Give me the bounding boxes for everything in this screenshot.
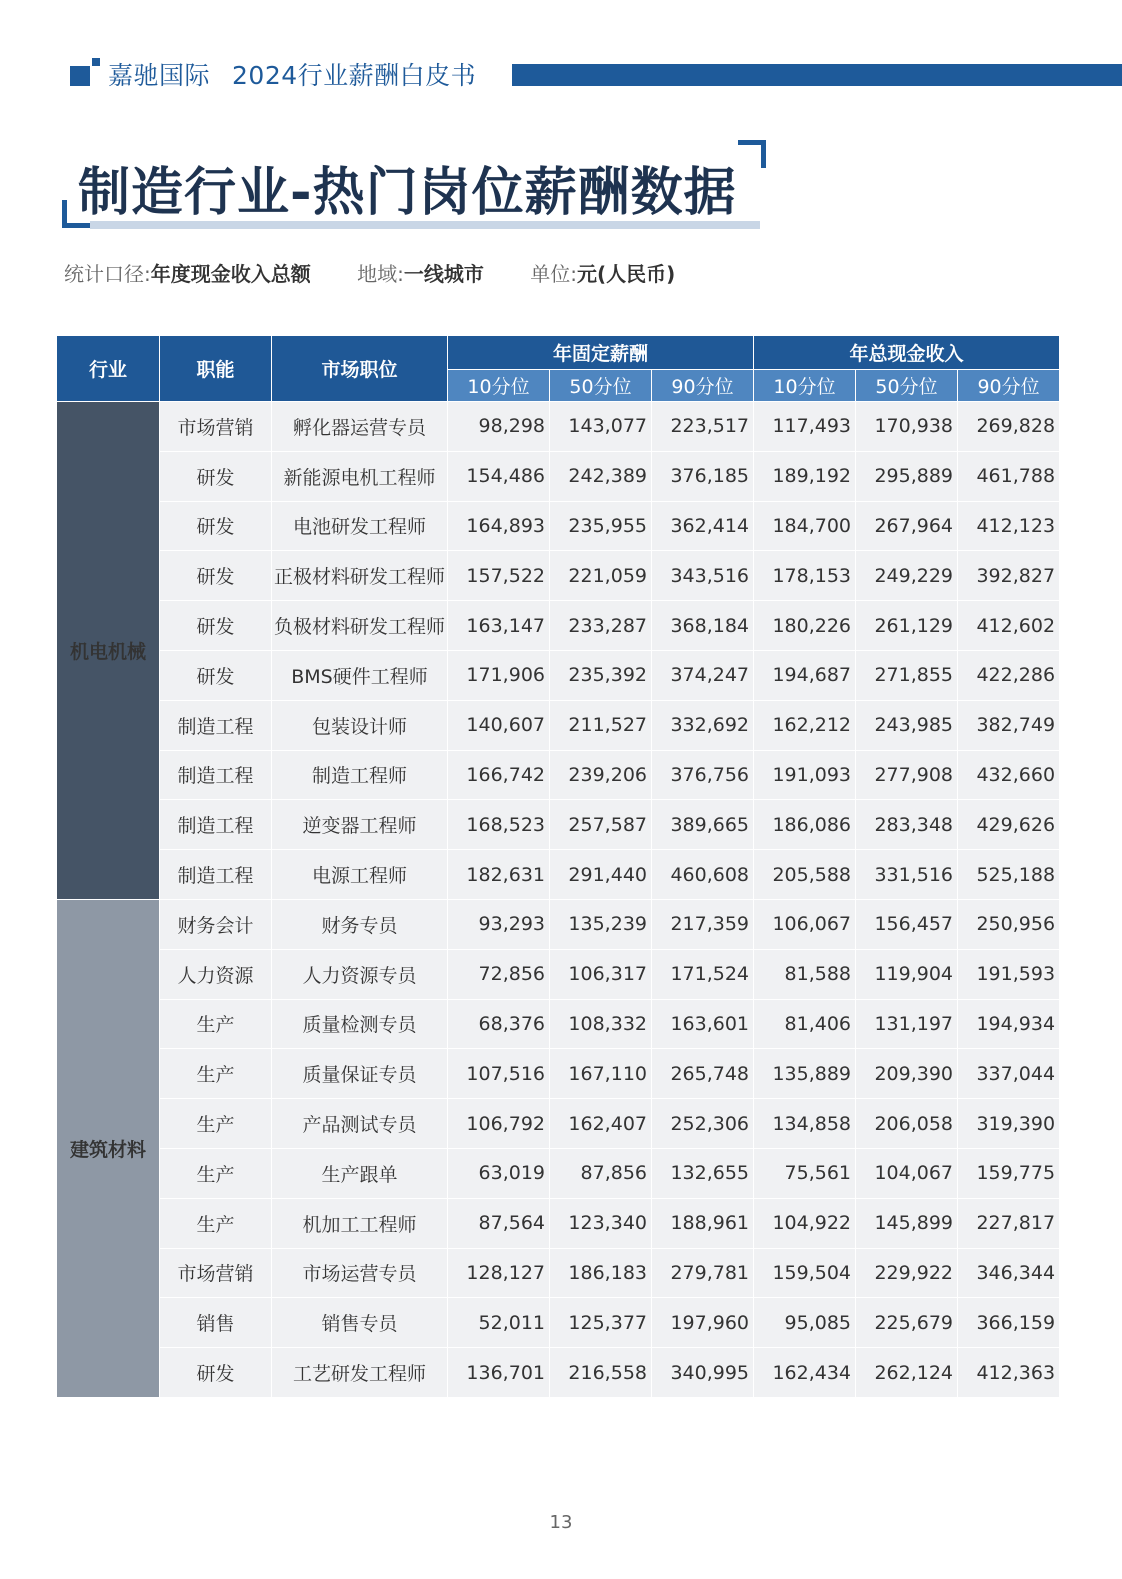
- table-row: [57, 800, 1060, 850]
- function-cell: 市场营销: [160, 1248, 272, 1298]
- salary-cell: 194,687: [754, 650, 856, 700]
- position-cell: 正极材料研发工程师: [272, 551, 448, 601]
- salary-cell: 72,856: [448, 949, 550, 999]
- salary-cell: 159,504: [754, 1248, 856, 1298]
- salary-cell: 134,858: [754, 1099, 856, 1149]
- salary-cell: 279,781: [652, 1248, 754, 1298]
- salary-cell: 75,561: [754, 1148, 856, 1198]
- salary-cell: 340,995: [652, 1348, 754, 1398]
- stat-meta: [64, 258, 715, 287]
- salary-cell: 265,748: [652, 1049, 754, 1099]
- salary-cell: 140,607: [448, 700, 550, 750]
- salary-cell: 252,306: [652, 1099, 754, 1149]
- salary-cell: 227,817: [958, 1198, 1060, 1248]
- position-cell: 包装设计师: [272, 700, 448, 750]
- function-cell: 销售: [160, 1298, 272, 1348]
- position-cell: 电源工程师: [272, 850, 448, 900]
- salary-cell: 250,956: [958, 899, 1060, 949]
- table-row: [57, 451, 1060, 501]
- title-bracket-icon: [738, 140, 766, 168]
- salary-cell: 186,086: [754, 800, 856, 850]
- salary-cell: 295,889: [856, 451, 958, 501]
- salary-cell: 104,067: [856, 1148, 958, 1198]
- salary-cell: 389,665: [652, 800, 754, 850]
- salary-cell: 368,184: [652, 601, 754, 651]
- salary-cell: 382,749: [958, 700, 1060, 750]
- salary-cell: 186,183: [550, 1248, 652, 1298]
- function-cell: 市场营销: [160, 402, 272, 452]
- table-row: [57, 899, 1060, 949]
- salary-cell: 249,229: [856, 551, 958, 601]
- scope-value: 年度现金收入总额: [150, 262, 311, 286]
- header-p10: 10分位: [448, 370, 550, 402]
- salary-cell: 412,123: [958, 501, 1060, 551]
- salary-cell: 376,756: [652, 750, 754, 800]
- function-cell: 研发: [160, 650, 272, 700]
- salary-cell: 460,608: [652, 850, 754, 900]
- salary-cell: 233,287: [550, 601, 652, 651]
- table-row: [57, 1248, 1060, 1298]
- position-cell: 孵化器运营专员: [272, 402, 448, 452]
- table-row: [57, 601, 1060, 651]
- position-cell: 财务专员: [272, 899, 448, 949]
- salary-cell: 162,407: [550, 1099, 652, 1149]
- table-row: [57, 1148, 1060, 1198]
- salary-cell: 166,742: [448, 750, 550, 800]
- industry-cell: 机电机械: [57, 402, 160, 900]
- position-cell: 逆变器工程师: [272, 800, 448, 850]
- table-row: [57, 999, 1060, 1049]
- report-name: 2024行业薪酬白皮书: [232, 61, 477, 90]
- salary-cell: 271,855: [856, 650, 958, 700]
- salary-cell: 52,011: [448, 1298, 550, 1348]
- salary-cell: 182,631: [448, 850, 550, 900]
- salary-cell: 184,700: [754, 501, 856, 551]
- salary-cell: 163,601: [652, 999, 754, 1049]
- page-title: 制造行业-热门岗位薪酬数据: [78, 163, 737, 223]
- salary-cell: 235,955: [550, 501, 652, 551]
- position-cell: 产品测试专员: [272, 1099, 448, 1149]
- salary-cell: 154,486: [448, 451, 550, 501]
- position-cell: 制造工程师: [272, 750, 448, 800]
- salary-cell: 106,067: [754, 899, 856, 949]
- salary-cell: 63,019: [448, 1148, 550, 1198]
- table-body: [57, 402, 1060, 1398]
- header-p10: 10分位: [754, 370, 856, 402]
- salary-cell: 525,188: [958, 850, 1060, 900]
- salary-cell: 205,588: [754, 850, 856, 900]
- salary-cell: 117,493: [754, 402, 856, 452]
- function-cell: 制造工程: [160, 800, 272, 850]
- salary-cell: 346,344: [958, 1248, 1060, 1298]
- position-cell: 市场运营专员: [272, 1248, 448, 1298]
- position-cell: 机加工工程师: [272, 1198, 448, 1248]
- salary-cell: 167,110: [550, 1049, 652, 1099]
- salary-cell: 429,626: [958, 800, 1060, 850]
- table-row: [57, 949, 1060, 999]
- industry-cell: 建筑材料: [57, 899, 160, 1397]
- table-row: [57, 1049, 1060, 1099]
- salary-cell: 217,359: [652, 899, 754, 949]
- salary-cell: 107,516: [448, 1049, 550, 1099]
- salary-cell: 108,332: [550, 999, 652, 1049]
- table-row: [57, 1198, 1060, 1248]
- salary-cell: 157,522: [448, 551, 550, 601]
- header-p50: 50分位: [856, 370, 958, 402]
- function-cell: 生产: [160, 1049, 272, 1099]
- salary-cell: 180,226: [754, 601, 856, 651]
- salary-cell: 362,414: [652, 501, 754, 551]
- header-function: 职能: [160, 336, 272, 402]
- function-cell: 生产: [160, 1198, 272, 1248]
- function-cell: 研发: [160, 501, 272, 551]
- salary-cell: 164,893: [448, 501, 550, 551]
- salary-cell: 189,192: [754, 451, 856, 501]
- position-cell: 电池研发工程师: [272, 501, 448, 551]
- function-cell: 研发: [160, 451, 272, 501]
- salary-cell: 87,564: [448, 1198, 550, 1248]
- table-row: [57, 650, 1060, 700]
- salary-cell: 229,922: [856, 1248, 958, 1298]
- salary-cell: 291,440: [550, 850, 652, 900]
- salary-cell: 191,593: [958, 949, 1060, 999]
- salary-cell: 171,906: [448, 650, 550, 700]
- salary-cell: 81,406: [754, 999, 856, 1049]
- salary-cell: 128,127: [448, 1248, 550, 1298]
- salary-cell: 211,527: [550, 700, 652, 750]
- salary-cell: 376,185: [652, 451, 754, 501]
- region-value: 一线城市: [403, 262, 484, 286]
- salary-cell: 343,516: [652, 551, 754, 601]
- salary-cell: 277,908: [856, 750, 958, 800]
- table-row: [57, 700, 1060, 750]
- unit-label: 单位:: [530, 262, 577, 286]
- position-cell: 人力资源专员: [272, 949, 448, 999]
- function-cell: 生产: [160, 999, 272, 1049]
- salary-cell: 178,153: [754, 551, 856, 601]
- header-p90: 90分位: [652, 370, 754, 402]
- function-cell: 生产: [160, 1148, 272, 1198]
- salary-cell: 171,524: [652, 949, 754, 999]
- function-cell: 制造工程: [160, 700, 272, 750]
- salary-cell: 261,129: [856, 601, 958, 651]
- salary-table: [56, 335, 1060, 1398]
- salary-cell: 319,390: [958, 1099, 1060, 1149]
- region-label: 地域:: [357, 262, 404, 286]
- salary-cell: 162,212: [754, 700, 856, 750]
- position-cell: 新能源电机工程师: [272, 451, 448, 501]
- header-position: 市场职位: [272, 336, 448, 402]
- position-cell: 负极材料研发工程师: [272, 601, 448, 651]
- salary-cell: 131,197: [856, 999, 958, 1049]
- salary-cell: 168,523: [448, 800, 550, 850]
- salary-cell: 461,788: [958, 451, 1060, 501]
- table-row: [57, 850, 1060, 900]
- salary-cell: 269,828: [958, 402, 1060, 452]
- function-cell: 财务会计: [160, 899, 272, 949]
- table-row: [57, 1099, 1060, 1149]
- salary-cell: 197,960: [652, 1298, 754, 1348]
- table-row: [57, 1348, 1060, 1398]
- salary-cell: 206,058: [856, 1099, 958, 1149]
- salary-cell: 262,124: [856, 1348, 958, 1398]
- position-cell: 生产跟单: [272, 1148, 448, 1198]
- function-cell: 研发: [160, 551, 272, 601]
- header-fixed-pay: 年固定薪酬: [448, 336, 754, 370]
- salary-cell: 136,701: [448, 1348, 550, 1398]
- salary-cell: 432,660: [958, 750, 1060, 800]
- salary-cell: 123,340: [550, 1198, 652, 1248]
- salary-cell: 337,044: [958, 1049, 1060, 1099]
- salary-cell: 87,856: [550, 1148, 652, 1198]
- salary-cell: 106,317: [550, 949, 652, 999]
- salary-cell: 170,938: [856, 402, 958, 452]
- header-rule: [512, 64, 1122, 86]
- function-cell: 研发: [160, 601, 272, 651]
- position-cell: 质量检测专员: [272, 999, 448, 1049]
- function-cell: 人力资源: [160, 949, 272, 999]
- salary-cell: 135,239: [550, 899, 652, 949]
- salary-cell: 221,059: [550, 551, 652, 601]
- salary-cell: 392,827: [958, 551, 1060, 601]
- table-row: [57, 551, 1060, 601]
- salary-cell: 143,077: [550, 402, 652, 452]
- salary-cell: 209,390: [856, 1049, 958, 1099]
- header-total-cash: 年总现金收入: [754, 336, 1060, 370]
- salary-cell: 68,376: [448, 999, 550, 1049]
- salary-cell: 332,692: [652, 700, 754, 750]
- salary-cell: 194,934: [958, 999, 1060, 1049]
- salary-cell: 239,206: [550, 750, 652, 800]
- salary-cell: 267,964: [856, 501, 958, 551]
- salary-cell: 98,298: [448, 402, 550, 452]
- salary-cell: 243,985: [856, 700, 958, 750]
- salary-cell: 162,434: [754, 1348, 856, 1398]
- header-p50: 50分位: [550, 370, 652, 402]
- salary-cell: 366,159: [958, 1298, 1060, 1348]
- report-header: [108, 56, 476, 92]
- salary-cell: 95,085: [754, 1298, 856, 1348]
- salary-cell: 145,899: [856, 1198, 958, 1248]
- salary-cell: 331,516: [856, 850, 958, 900]
- salary-cell: 374,247: [652, 650, 754, 700]
- salary-cell: 93,293: [448, 899, 550, 949]
- page-number: 13: [549, 1512, 573, 1533]
- salary-cell: 163,147: [448, 601, 550, 651]
- salary-cell: 191,093: [754, 750, 856, 800]
- salary-cell: 412,363: [958, 1348, 1060, 1398]
- salary-cell: 422,286: [958, 650, 1060, 700]
- salary-cell: 257,587: [550, 800, 652, 850]
- function-cell: 制造工程: [160, 750, 272, 800]
- salary-cell: 225,679: [856, 1298, 958, 1348]
- position-cell: 质量保证专员: [272, 1049, 448, 1099]
- salary-cell: 132,655: [652, 1148, 754, 1198]
- table-row: [57, 750, 1060, 800]
- scope-label: 统计口径:: [64, 262, 151, 286]
- table-row: [57, 402, 1060, 452]
- salary-cell: 283,348: [856, 800, 958, 850]
- salary-cell: 104,922: [754, 1198, 856, 1248]
- header-industry: 行业: [57, 336, 160, 402]
- position-cell: 工艺研发工程师: [272, 1348, 448, 1398]
- brand-name: 嘉驰国际: [108, 61, 211, 90]
- salary-cell: 135,889: [754, 1049, 856, 1099]
- salary-cell: 125,377: [550, 1298, 652, 1348]
- salary-cell: 412,602: [958, 601, 1060, 651]
- salary-cell: 188,961: [652, 1198, 754, 1248]
- header-p90: 90分位: [958, 370, 1060, 402]
- table-row: [57, 501, 1060, 551]
- salary-cell: 216,558: [550, 1348, 652, 1398]
- salary-cell: 106,792: [448, 1099, 550, 1149]
- position-cell: 销售专员: [272, 1298, 448, 1348]
- salary-cell: 119,904: [856, 949, 958, 999]
- salary-cell: 235,392: [550, 650, 652, 700]
- salary-cell: 242,389: [550, 451, 652, 501]
- function-cell: 生产: [160, 1099, 272, 1149]
- salary-cell: 156,457: [856, 899, 958, 949]
- salary-cell: 159,775: [958, 1148, 1060, 1198]
- function-cell: 研发: [160, 1348, 272, 1398]
- salary-cell: 223,517: [652, 402, 754, 452]
- salary-cell: 81,588: [754, 949, 856, 999]
- brand-logo-icon: [70, 58, 100, 88]
- function-cell: 制造工程: [160, 850, 272, 900]
- unit-value: 元(人民币): [576, 262, 676, 286]
- position-cell: BMS硬件工程师: [272, 650, 448, 700]
- table-row: [57, 1298, 1060, 1348]
